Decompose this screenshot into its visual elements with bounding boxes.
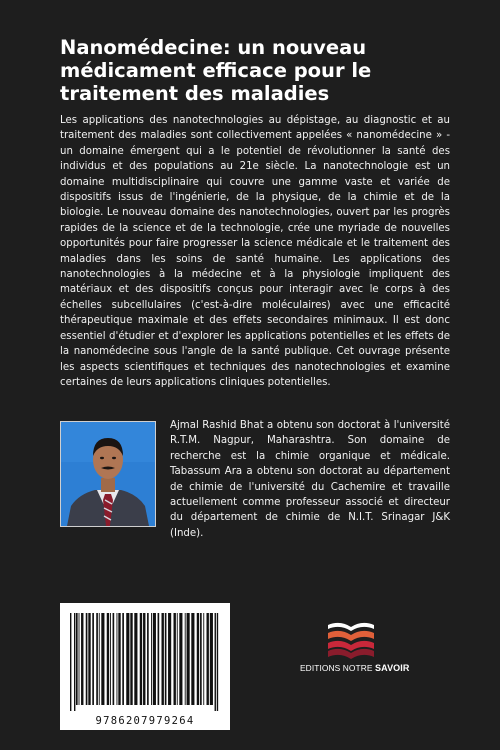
barcode-bar <box>203 613 204 705</box>
barcode-bar <box>81 613 83 705</box>
barcode-bar <box>197 613 199 705</box>
barcode-bar <box>86 613 88 705</box>
barcode-bar <box>187 613 190 705</box>
barcode-bar <box>217 613 218 711</box>
barcode-bar <box>174 613 176 705</box>
barcode-bar <box>101 613 104 705</box>
barcode-bar <box>118 613 120 705</box>
barcode-bar <box>147 613 149 705</box>
book-title: Nanomédecine: un nouveau médicament efficace pour le traitement des maladies <box>60 36 372 105</box>
barcode-bar <box>165 613 167 705</box>
barcode-bar <box>200 613 202 705</box>
barcode-bar <box>151 613 152 705</box>
barcode-bar <box>130 613 132 705</box>
publisher-name-regular: EDITIONS NOTRE <box>300 663 376 673</box>
barcode-bar <box>158 613 160 705</box>
publisher-name-bold: SAVOIR <box>375 663 410 673</box>
barcode-bar <box>207 613 209 705</box>
barcode-bar <box>191 613 194 705</box>
barcode-bar <box>168 613 171 705</box>
barcode-bar <box>117 613 118 705</box>
barcode-bar <box>215 613 216 711</box>
isbn-number: 9786207979264 <box>95 715 195 727</box>
barcode-bar <box>122 613 124 705</box>
barcode-bar <box>74 613 75 711</box>
barcode-bar <box>153 613 156 705</box>
barcode-bar <box>88 613 90 705</box>
barcode-bar <box>96 613 98 705</box>
barcode-bar <box>76 613 78 705</box>
barcode-bar <box>185 613 186 705</box>
barcode-bar <box>92 613 94 705</box>
isbn-barcode <box>60 603 230 730</box>
author-portrait-icon <box>61 422 155 526</box>
barcode-bar <box>162 613 164 705</box>
barcode-bar <box>177 613 178 705</box>
barcode-bar <box>113 613 115 705</box>
publisher-name <box>300 663 410 673</box>
barcode-bar <box>134 613 137 705</box>
open-book-logo-icon <box>326 619 376 659</box>
author-photo <box>60 421 156 527</box>
barcode-bar <box>79 613 80 705</box>
book-description: Les applications des nanotechnologies au dépistage, au diagnostic et au traitement des maladies sont collectivement appelées « nanomédecine » - un domaine émergent qui a le potentiel de révolutionner la santé des individus et des populations au 21e siècle. La nanotechnologie est un domaine multidisciplinaire qui couvre une gamme vaste et variée de dispositifs issus de l'ingénierie, de la physique, de la chimie et de la biologie. Le nouveau domaine des nanotechnologies, ouvert par les progrès rapides de la science et de la technologie, crée une myriade de nouvelles opportunités pour faire progresser la science médicale et le traitement des maladies dans les soins de santé humaine. Les applications des nanotechnologies à la médecine et à la physiologie impliquent des matériaux et des dispositifs conçus pour interagir avec le corps à des échelles subcellulaires (c'est-à-dire moléculaires) avec une efficacité thérapeutique maximale et des effets secondaires minimaux. Il est donc essentiel d'étudier et d'explorer les applications potentielles et les effets de la nanomédecine sous l'angle de la santé publique. Cet ouvrage présente les aspects scientifiques et techniques des nanotechnologies et examine certaines de leurs applications cliniques potentielles. <box>60 115 450 388</box>
author-bio: Ajmal Rashid Bhat a obtenu son doctorat à l'université R.T.M. Nagpur, Maharashtra. Son domaine de recherche est la chimie organique et médicale. Tabassum Ara a obtenu son doctorat au département de chimie de l'université du Cachemire et travaille actuellement comme professeur associé et directeur du département de chimie de N.I.T. Srinagar J&K (Inde). <box>170 420 450 539</box>
barcode-bar <box>179 613 182 705</box>
barcode-bar <box>99 613 100 705</box>
barcode-bar <box>107 613 109 705</box>
barcode-bar <box>210 613 213 705</box>
barcode-bar <box>143 613 145 705</box>
barcode-bar <box>126 613 129 705</box>
barcode-bar <box>140 613 142 705</box>
barcode-icon <box>60 603 230 715</box>
barcode-bar <box>110 613 111 705</box>
barcode-bar <box>70 613 71 711</box>
